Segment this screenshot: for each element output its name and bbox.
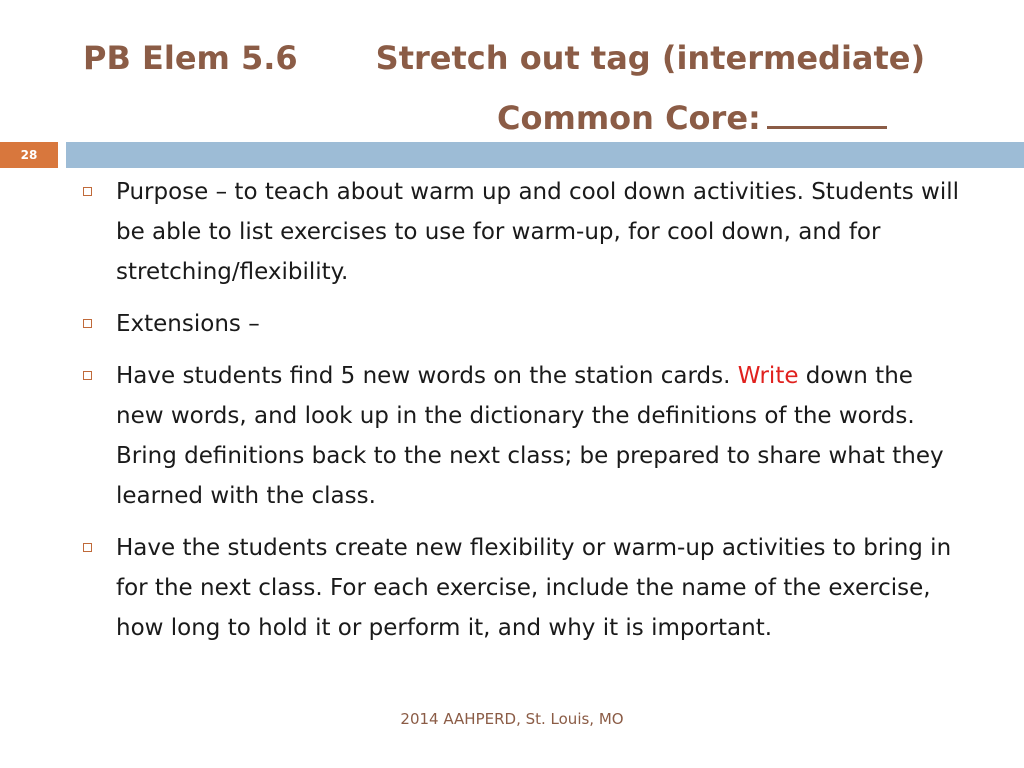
square-bullet-icon [83, 187, 92, 196]
bullet-text: Have the students create new flexibility or warm-up activities to bring in for the next class. For each exercise, include the name of the exercise, how long to hold it or perform it, and why it is important. [116, 535, 952, 641]
bullet-text: Extensions – [116, 311, 260, 337]
bullet-text-start: Have students find 5 new words on the station cards. [116, 363, 738, 389]
bullet-text-end: down the new words, and look up in the dictionary the definitions of the words. Bring definitions back to the next class; be prepared to share what they learned with the class. [116, 363, 944, 509]
common-core-blank [767, 98, 887, 129]
slide-title [83, 39, 983, 137]
square-bullet-icon [83, 371, 92, 380]
square-bullet-icon [83, 543, 92, 552]
bullet-item [80, 172, 960, 292]
bullet-text: Purpose – to teach about warm up and cool down activities. Students will be able to list exercises to use for warm-up, for cool down, and for stretching/flexibility. [116, 179, 960, 285]
slide-number: 28 [0, 142, 58, 168]
slide-title-line2 [497, 98, 887, 136]
square-bullet-icon [83, 319, 92, 328]
bullet-list [80, 172, 960, 660]
common-core-label: Common Core: [497, 99, 761, 137]
footer-text: 2014 AAHPERD, St. Louis, MO [400, 710, 624, 728]
bullet-item [80, 304, 960, 344]
bullet-item [80, 528, 960, 648]
highlighted-word: Write [737, 363, 799, 389]
bullet-item [80, 356, 960, 516]
slide-title-line1: PB Elem 5.6 Stretch out tag (intermediate) [83, 39, 926, 77]
header-band [66, 142, 1024, 168]
